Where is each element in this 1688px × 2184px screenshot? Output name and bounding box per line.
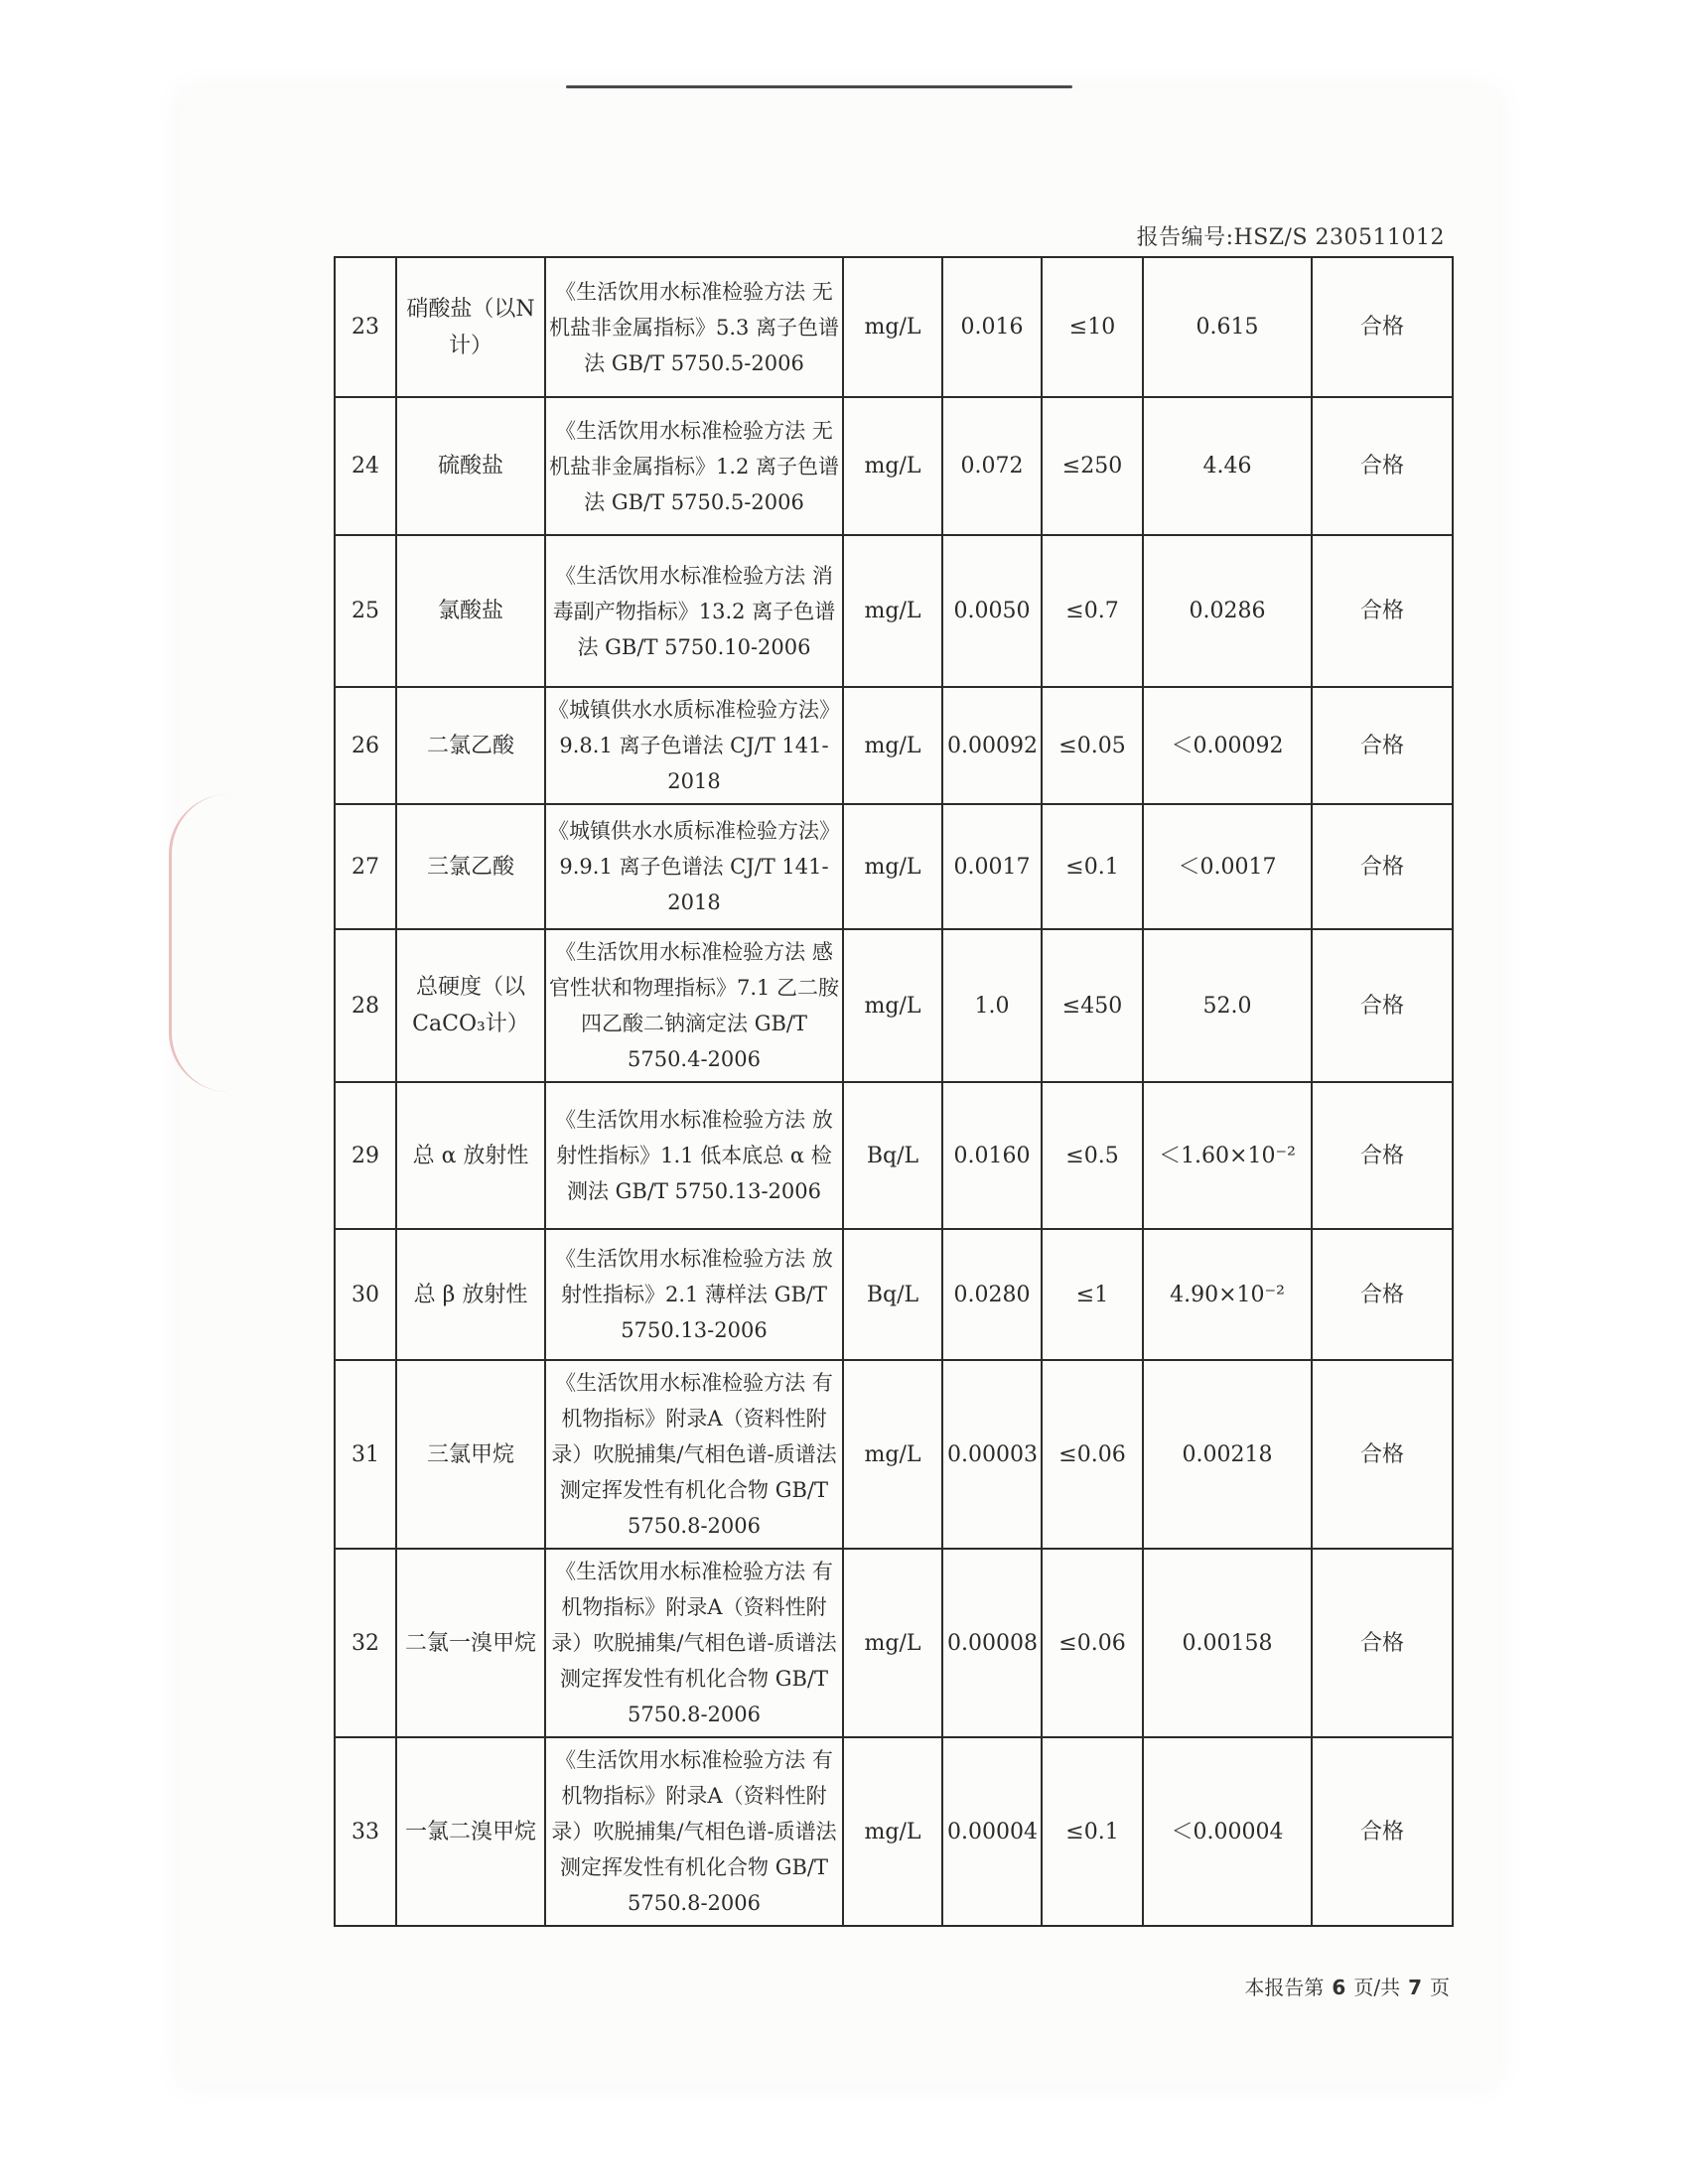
standard-limit: ≤250	[1042, 397, 1143, 535]
test-method: 《生活饮用水标准检验方法 有机物指标》附录A（资料性附录）吹脱捕集/气相色谱-质谱法测定挥发性有机化合物 GB/T 5750.8-2006	[545, 1549, 843, 1737]
test-method: 《城镇供水水质标准检验方法》 9.8.1 离子色谱法 CJ/T 141-2018	[545, 687, 843, 804]
test-item: 三氯甲烷	[396, 1360, 545, 1549]
verdict: 合格	[1312, 397, 1453, 535]
test-result: ＜1.60×10⁻²	[1143, 1082, 1312, 1229]
unit: mg/L	[843, 1549, 942, 1737]
detection-limit: 0.00008	[942, 1549, 1042, 1737]
test-method: 《生活饮用水标准检验方法 有机物指标》附录A（资料性附录）吹脱捕集/气相色谱-质谱法测定挥发性有机化合物 GB/T 5750.8-2006	[545, 1360, 843, 1549]
test-result: 0.00218	[1143, 1360, 1312, 1549]
verdict: 合格	[1312, 929, 1453, 1082]
scan-edge-mark	[566, 85, 1072, 88]
test-method: 《生活饮用水标准检验方法 放射性指标》1.1 低本底总 α 检测法 GB/T 5750.13-2006	[545, 1082, 843, 1229]
verdict: 合格	[1312, 804, 1453, 929]
test-method: 《生活饮用水标准检验方法 无机盐非金属指标》1.2 离子色谱法 GB/T 5750.5-2006	[545, 397, 843, 535]
verdict: 合格	[1312, 257, 1453, 397]
unit: Bq/L	[843, 1082, 942, 1229]
standard-limit: ≤1	[1042, 1229, 1143, 1360]
standard-limit: ≤450	[1042, 929, 1143, 1082]
verdict: 合格	[1312, 1360, 1453, 1549]
test-item: 硫酸盐	[396, 397, 545, 535]
test-item: 三氯乙酸	[396, 804, 545, 929]
detection-limit: 0.0160	[942, 1082, 1042, 1229]
test-method: 《生活饮用水标准检验方法 消毒副产物指标》13.2 离子色谱法 GB/T 5750.10-2006	[545, 535, 843, 687]
unit: mg/L	[843, 929, 942, 1082]
test-result: ＜0.0017	[1143, 804, 1312, 929]
test-item: 氯酸盐	[396, 535, 545, 687]
verdict: 合格	[1312, 1229, 1453, 1360]
row-number: 32	[335, 1549, 396, 1737]
table-row	[335, 535, 1453, 687]
table-row	[335, 1737, 1453, 1926]
unit: mg/L	[843, 257, 942, 397]
detection-limit: 0.016	[942, 257, 1042, 397]
table-row	[335, 397, 1453, 535]
test-item: 总 β 放射性	[396, 1229, 545, 1360]
test-result: ＜0.00004	[1143, 1737, 1312, 1926]
row-number: 24	[335, 397, 396, 535]
standard-limit: ≤10	[1042, 257, 1143, 397]
table-row	[335, 1549, 1453, 1737]
standard-limit: ≤0.06	[1042, 1360, 1143, 1549]
unit: mg/L	[843, 1360, 942, 1549]
footer-total: 7	[1408, 1976, 1422, 1999]
test-result: 0.00158	[1143, 1549, 1312, 1737]
verdict: 合格	[1312, 1549, 1453, 1737]
row-number: 29	[335, 1082, 396, 1229]
test-item: 总硬度（以CaCO₃计）	[396, 929, 545, 1082]
unit: mg/L	[843, 535, 942, 687]
detection-limit: 0.00004	[942, 1737, 1042, 1926]
footer-middle: 页/共	[1353, 1976, 1401, 1999]
detection-limit: 0.072	[942, 397, 1042, 535]
row-number: 25	[335, 535, 396, 687]
test-item: 总 α 放射性	[396, 1082, 545, 1229]
test-method: 《生活饮用水标准检验方法 无机盐非金属指标》5.3 离子色谱法 GB/T 5750.5-2006	[545, 257, 843, 397]
test-result: 0.0286	[1143, 535, 1312, 687]
seal-stamp-fragment	[169, 794, 261, 1092]
standard-limit: ≤0.7	[1042, 535, 1143, 687]
test-item: 硝酸盐（以N计）	[396, 257, 545, 397]
verdict: 合格	[1312, 687, 1453, 804]
verdict: 合格	[1312, 1082, 1453, 1229]
table-row	[335, 929, 1453, 1082]
detection-limit: 1.0	[942, 929, 1042, 1082]
row-number: 26	[335, 687, 396, 804]
row-number: 31	[335, 1360, 396, 1549]
unit: mg/L	[843, 1737, 942, 1926]
test-result: 0.615	[1143, 257, 1312, 397]
row-number: 27	[335, 804, 396, 929]
row-number: 30	[335, 1229, 396, 1360]
standard-limit: ≤0.1	[1042, 804, 1143, 929]
row-number: 23	[335, 257, 396, 397]
test-result: 4.90×10⁻²	[1143, 1229, 1312, 1360]
report-number: 报告编号:HSZ/S 230511012	[1136, 225, 1445, 250]
footer-prefix: 本报告第	[1244, 1976, 1325, 1999]
detection-limit: 0.0017	[942, 804, 1042, 929]
test-result: 4.46	[1143, 397, 1312, 535]
verdict: 合格	[1312, 535, 1453, 687]
unit: mg/L	[843, 687, 942, 804]
detection-limit: 0.0050	[942, 535, 1042, 687]
table-row	[335, 1082, 1453, 1229]
table-row	[335, 687, 1453, 804]
table-row	[335, 804, 1453, 929]
test-method: 《生活饮用水标准检验方法 放射性指标》2.1 薄样法 GB/T 5750.13-2006	[545, 1229, 843, 1360]
unit: Bq/L	[843, 1229, 942, 1360]
detection-limit: 0.0280	[942, 1229, 1042, 1360]
standard-limit: ≤0.05	[1042, 687, 1143, 804]
row-number: 33	[335, 1737, 396, 1926]
unit: mg/L	[843, 397, 942, 535]
test-item: 二氯一溴甲烷	[396, 1549, 545, 1737]
table-row	[335, 257, 1453, 397]
test-item: 一氯二溴甲烷	[396, 1737, 545, 1926]
standard-limit: ≤0.5	[1042, 1082, 1143, 1229]
detection-limit: 0.00003	[942, 1360, 1042, 1549]
test-result: 52.0	[1143, 929, 1312, 1082]
results-table	[334, 256, 1454, 1927]
test-method: 《城镇供水水质标准检验方法》 9.9.1 离子色谱法 CJ/T 141-2018	[545, 804, 843, 929]
table-row	[335, 1360, 1453, 1549]
test-method: 《生活饮用水标准检验方法 感官性状和物理指标》7.1 乙二胺四乙酸二钠滴定法 GB/T 5750.4-2006	[545, 929, 843, 1082]
page-footer	[1244, 1972, 1450, 2000]
test-method: 《生活饮用水标准检验方法 有机物指标》附录A（资料性附录）吹脱捕集/气相色谱-质谱法测定挥发性有机化合物 GB/T 5750.8-2006	[545, 1737, 843, 1926]
row-number: 28	[335, 929, 396, 1082]
verdict: 合格	[1312, 1737, 1453, 1926]
standard-limit: ≤0.06	[1042, 1549, 1143, 1737]
footer-page: 6	[1332, 1976, 1346, 1999]
detection-limit: 0.00092	[942, 687, 1042, 804]
table-row	[335, 1229, 1453, 1360]
test-result: ＜0.00092	[1143, 687, 1312, 804]
test-item: 二氯乙酸	[396, 687, 545, 804]
unit: mg/L	[843, 804, 942, 929]
footer-suffix: 页	[1430, 1976, 1450, 1999]
standard-limit: ≤0.1	[1042, 1737, 1143, 1926]
